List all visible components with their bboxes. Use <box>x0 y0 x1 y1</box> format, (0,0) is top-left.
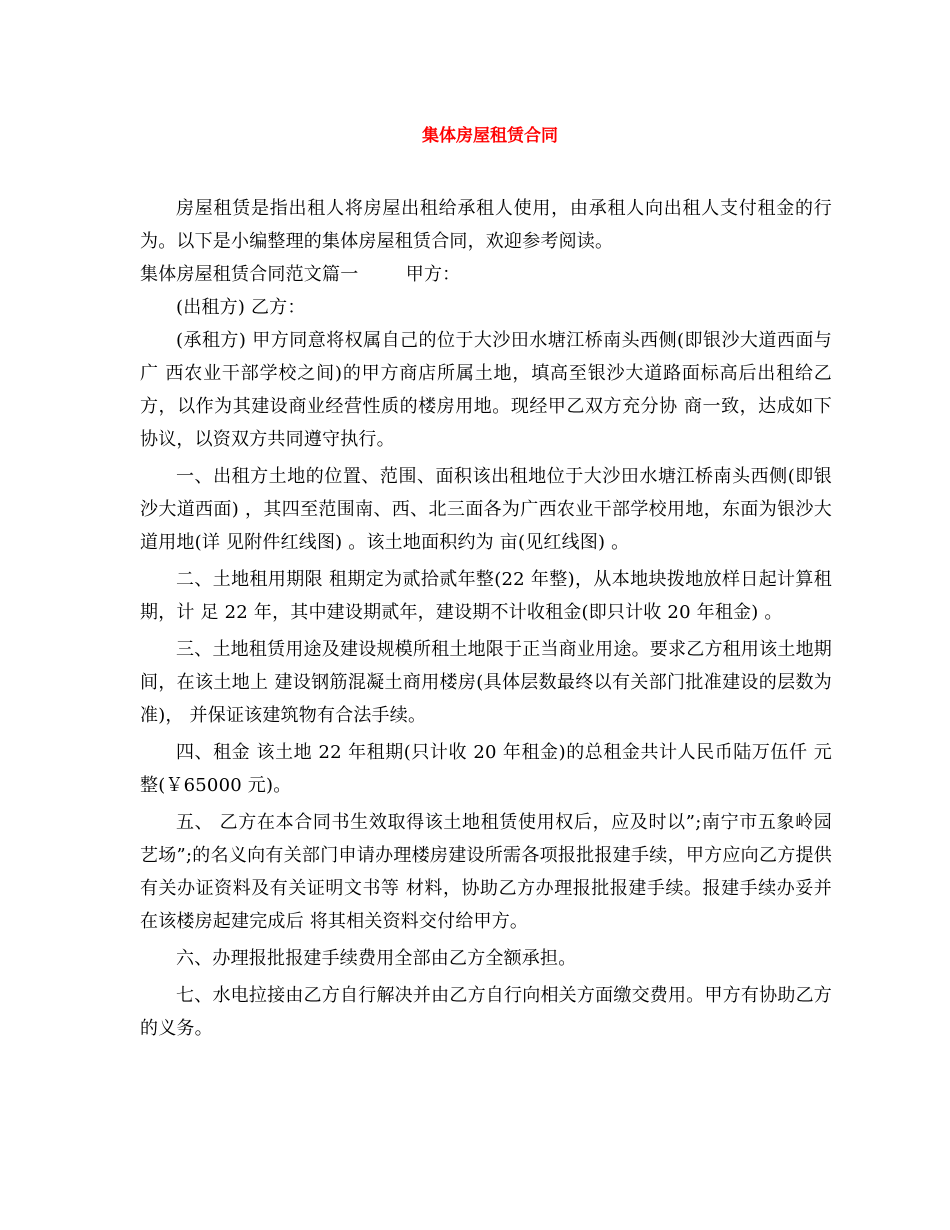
paragraph-heading-party-a: 集体房屋租赁合同范文篇一 甲方： <box>140 264 461 285</box>
paragraph-clause-1: 一、出租方土地的位置、范围、面积该出租地位于大沙田水塘江桥南头西侧(即银沙大道西面) ，其四至范围南、西、北三面各为广西农业干部学校用地，东面为银沙大道用地(详 见附件红线图) 。该土地面积约为 亩(见红线图) 。 <box>140 466 832 553</box>
document-title: 集体房屋租赁合同 <box>422 126 558 146</box>
paragraph-clause-3: 三、土地租赁用途及建设规模所租土地限于正当商业用途。要求乙方租用该土地期间，在该土地上 建设钢筋混凝土商用楼房(具体层数最终以有关部门批准建设的层数为准)， 并保证该建筑物有合法手续。 <box>140 639 832 726</box>
paragraph-lessee-agreement: (承租方) 甲方同意将权属自己的位于大沙田水塘江桥南头西侧(即银沙大道西面与广 西农业干部学校之间)的甲方商店所属土地，填高至银沙大道路面标高后出租给乙方，以作为其建设商业经营性质的楼房用地。现经甲乙双方充分协 商一致，达成如下协议，以资双方共同遵守执行。 <box>140 330 832 450</box>
paragraph-clause-4: 四、租金 该土地 22 年租期(只计收 20 年租金)的总租金共计人民币陆万伍仟 元整(￥65000 元)。 <box>140 742 832 796</box>
paragraph-clause-5: 五、 乙方在本合同书生效取得该土地租赁使用权后，应及时以”;南宁市五象岭园艺场”;的名义向有关部门申请办理楼房建设所需各项报批报建手续，甲方应向乙方提供有关办证资料及有关证明文书等 材料，协助乙方办理报批报建手续。报建手续办妥并在该楼房起建完成后 将其相关资料交付给甲方。 <box>140 812 833 932</box>
paragraph-lessor-party-b: (出租方) 乙方： <box>176 297 306 318</box>
paragraph-intro: 房屋租赁是指出租人将房屋出租给承租人使用，由承租人向出租人支付租金的行为。以下是小编整理的集体房屋租赁合同，欢迎参考阅读。 <box>140 198 832 252</box>
paragraph-clause-7: 七、水电拉接由乙方自行解决并由乙方自行向相关方面缴交费用。甲方有协助乙方的义务。 <box>140 985 832 1039</box>
paragraph-clause-2: 二、土地租用期限 租期定为贰拾贰年整(22 年整)，从本地块拨地放样日起计算租期，计 足 22 年，其中建设期贰年，建设期不计收租金(即只计收 20 年租金) 。 <box>140 569 832 623</box>
paragraph-clause-6: 六、办理报批报建手续费用全部由乙方全额承担。 <box>176 948 577 969</box>
